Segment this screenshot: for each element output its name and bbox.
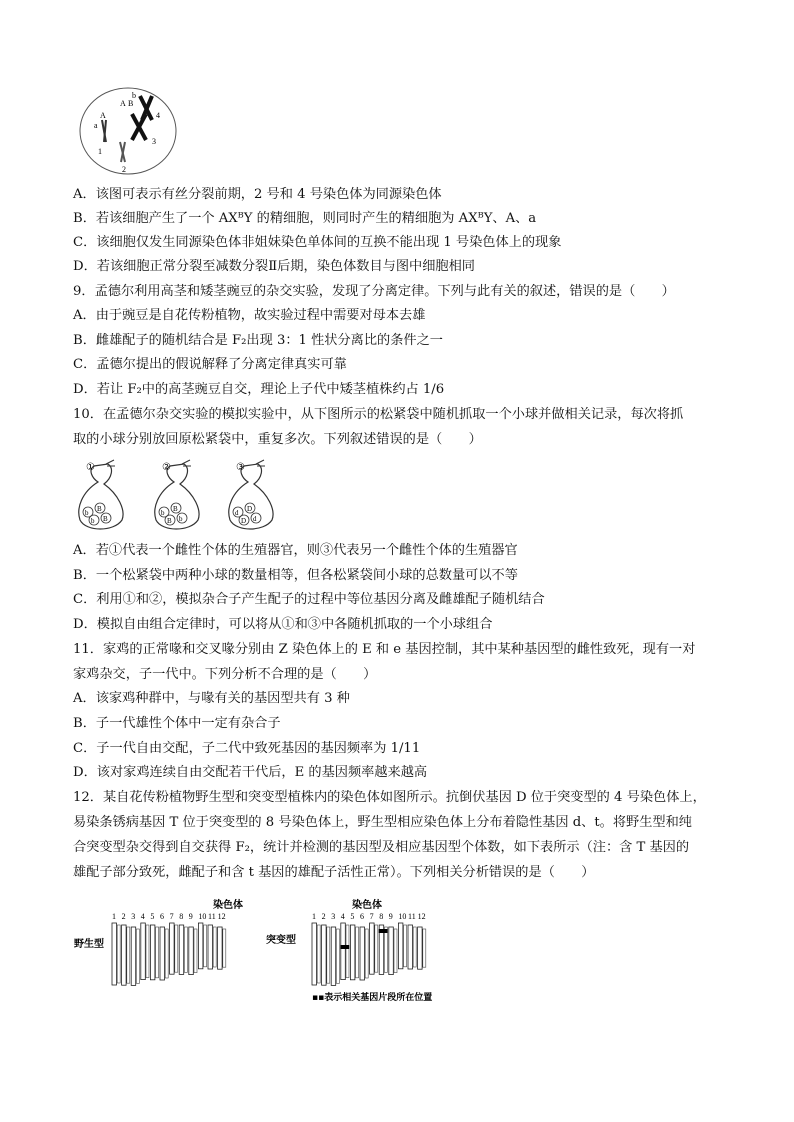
mutant-chromatid-3	[336, 929, 339, 983]
mutant-chromosomes	[312, 912, 426, 985]
mutant-number-1: 1	[312, 912, 316, 921]
label-1: 1	[98, 147, 102, 156]
wild-type-label: 野生型	[74, 939, 104, 950]
q8-option-c: C．该细胞仅发生同源染色体非姐妹染色单体间的互换不能出现 1 号染色体上的现象	[73, 235, 562, 250]
bag-3-ball-4: d	[253, 515, 257, 523]
mutant-number-10: 10	[398, 912, 407, 921]
q10-option-a: A．若①代表一个雌性个体的生殖器官，则③代表另一个雌性个体的生殖器官	[73, 543, 518, 558]
q9-option-b: B．雌雄配子的随机结合是 F₂出现 3：1 性状分离比的条件之一	[73, 333, 443, 348]
wild-chromatid-2	[127, 927, 130, 983]
mutant-chromosome-title: 染色体	[352, 900, 382, 911]
mutant-chromosome-4	[341, 923, 346, 980]
q11-option-d: D．该对家鸡连续自由交配若干代后，E 的基因频率越来越高	[73, 765, 428, 780]
mutant-chromatid-2	[327, 927, 330, 983]
cell-svg	[76, 84, 180, 178]
q10-option-d: D．模拟自由组合定律时，可以将从①和③中各随机抓取的一个小球组合	[73, 617, 493, 632]
wild-number-11: 11	[208, 912, 216, 921]
mutant-chromosome-11	[408, 925, 413, 969]
bag-2-number: ②	[162, 462, 171, 473]
wild-number-6: 6	[160, 912, 164, 921]
gene-position-legend: ▪▪表示相关基因片段所在位置	[312, 993, 433, 1003]
mutant-number-7: 7	[369, 912, 374, 921]
q11-option-a: A．该家鸡种群中，与喙有关的基因型共有 3 种	[73, 691, 350, 706]
wild-chromosome-11	[208, 925, 213, 969]
wild-chromosome-9	[189, 927, 194, 975]
wild-chromosome-8	[179, 925, 184, 974]
wild-chromatid-5	[156, 927, 159, 978]
wild-chromosome-title: 染色体	[213, 900, 243, 911]
mutant-chromosome-6	[360, 927, 365, 980]
bag-2-ball-1: b	[161, 509, 165, 517]
bag-1-ball-2: B	[97, 505, 102, 513]
q10-stem-line2: 取的小球分别放回原松紧袋中，重复多次。下列叙述错误的是（ ）	[73, 432, 482, 447]
mutant-number-5: 5	[350, 912, 355, 921]
q12-stem-line2: 易染条锈病基因 T 位于突变型的 8 号染色体上，野生型相应染色体上分布着隐性基因 d、t。将野生型和纯	[73, 815, 692, 830]
wild-chromatid-12	[223, 929, 226, 967]
label-3: 3	[152, 137, 156, 146]
q12-stem-line1: 12．某自花传粉植物野生型和突变型植株内的染色体如图所示。抗倒伏基因 D 位于突变型的 4 号染色体上，	[73, 790, 706, 805]
wild-number-1: 1	[112, 912, 116, 921]
wild-number-2: 2	[121, 912, 126, 921]
q9-option-d: D．若让 F₂中的高茎豌豆自交，理论上子代中矮茎植株约占 1/6	[73, 382, 445, 397]
wild-chromosome-7	[170, 923, 175, 974]
wild-number-10: 10	[198, 912, 207, 921]
bag-2-ball-4: b	[179, 515, 183, 523]
wild-number-3: 3	[131, 912, 136, 921]
label-b: b	[132, 91, 136, 100]
label-A: A	[120, 99, 126, 108]
wild-number-7: 7	[169, 912, 174, 921]
mutant-chromatid-9	[394, 929, 397, 973]
bag-1-number: ①	[86, 462, 95, 473]
wild-number-4: 4	[140, 912, 145, 921]
wild-chromatid-1	[117, 925, 120, 983]
mutant-number-3: 3	[331, 912, 336, 921]
bag-1-ball-1: b	[85, 509, 89, 517]
q11-option-c: C．子一代自由交配，子二代中致死基因的基因频率为 1/11	[73, 741, 421, 756]
wild-chromosomes	[112, 912, 226, 985]
wild-chromosome-3	[131, 927, 136, 985]
bag-2	[155, 460, 199, 529]
bag-2-ball-2: B	[173, 505, 178, 513]
wild-chromosome-6	[160, 927, 165, 980]
mutant-number-9: 9	[388, 912, 393, 921]
q8-option-d: D．若该细胞正常分裂至减数分裂Ⅱ后期，染色体数目与图中细胞相同	[73, 259, 475, 274]
mutant-chromosome-9	[389, 927, 394, 975]
bags-figure	[74, 458, 284, 534]
bag-1-ball-3: b	[91, 517, 95, 525]
mutant-number-12: 12	[417, 912, 426, 921]
mutant-chromosome-12	[418, 927, 423, 969]
label-A-left: A	[100, 111, 106, 120]
wild-chromatid-7	[175, 925, 178, 972]
wild-chromatid-11	[213, 927, 216, 967]
chromosome-figure	[74, 893, 454, 1005]
mutant-chromatid-6	[365, 929, 368, 978]
wild-chromatid-9	[194, 929, 197, 973]
label-4: 4	[156, 111, 160, 120]
q10-option-c: C．利用①和②，模拟杂合子产生配子的过程中等位基因分离及雌雄配子随机结合	[73, 592, 545, 607]
mutant-number-4: 4	[340, 912, 345, 921]
wild-chromosome-5	[150, 925, 155, 980]
bag-3-ball-1: d	[235, 509, 239, 517]
wild-chromatid-8	[184, 927, 187, 972]
wild-number-12: 12	[217, 912, 226, 921]
mutant-type-label: 突变型	[266, 935, 296, 946]
mutant-gene-mark-4	[340, 945, 349, 949]
q12-stem-line4: 雄配子部分致死，雌配子和含 t 基因的雄配子活性正常）。下列相关分析错误的是（ ）	[73, 865, 595, 880]
wild-chromatid-6	[165, 929, 168, 978]
q9-option-a: A．由于豌豆是自花传粉植物，故实验过程中需要对母本去雄	[73, 308, 426, 323]
q11-option-b: B．子一代雄性个体中一定有杂合子	[73, 716, 281, 731]
bag-3-ball-3: D	[241, 517, 247, 525]
wild-number-8: 8	[179, 912, 184, 921]
label-B: B	[128, 99, 134, 108]
mutant-chromosome-5	[350, 925, 355, 980]
mutant-chromatid-5	[356, 927, 359, 978]
mutant-number-11: 11	[408, 912, 416, 921]
wild-number-5: 5	[150, 912, 155, 921]
q11-stem-line2: 家鸡杂交，子一代中。下列分析不合理的是（ ）	[73, 667, 377, 682]
wild-chromosome-10	[198, 923, 203, 969]
mutant-chromatid-7	[375, 925, 378, 972]
bag-3-ball-2: D	[247, 505, 253, 513]
wild-chromatid-3	[136, 929, 139, 983]
wild-chromosome-2	[122, 925, 127, 985]
q9-option-c: C．孟德尔提出的假说解释了分离定律真实可靠	[73, 357, 347, 372]
mutant-chromosome-1	[312, 923, 317, 985]
mutant-chromatid-8	[384, 927, 387, 972]
mutant-number-8: 8	[379, 912, 384, 921]
bag-1-ball-4: B	[103, 515, 108, 523]
q10-stem-line1: 10．在孟德尔杂交实验的模拟实验中，从下图所示的松紧袋中随机抓取一个小球并做相关记录，每次将抓	[73, 407, 684, 422]
mutant-chromosome-3	[331, 927, 336, 985]
mutant-chromatid-10	[404, 925, 407, 967]
wild-chromosome-12	[218, 927, 223, 969]
q11-stem-line1: 11．家鸡的正常喙和交叉喙分别由 Z 染色体上的 E 和 e 基因控制，其中某种基因型的雌性致死，现有一对	[73, 642, 696, 657]
wild-chromosome-4	[141, 923, 146, 980]
bag-3-number: ③	[236, 462, 245, 473]
cell-division-figure	[76, 84, 180, 178]
mutant-number-2: 2	[321, 912, 326, 921]
mutant-chromosome-7	[370, 923, 375, 974]
mutant-chromatid-11	[413, 927, 416, 967]
q8-option-a: A．该图可表示有丝分裂前期，2 号和 4 号染色体为同源染色体	[73, 187, 442, 202]
q8-option-b: B．若该细胞产生了一个 AXᴮY 的精细胞，则同时产生的精细胞为 AXᴮY、A、a	[73, 211, 537, 226]
wild-chromosome-1	[112, 923, 117, 985]
mutant-chromatid-1	[317, 925, 320, 983]
mutant-gene-mark-8	[379, 929, 388, 933]
label-a: a	[94, 121, 98, 130]
mutant-number-6: 6	[360, 912, 364, 921]
wild-chromatid-10	[204, 925, 207, 967]
wild-chromatid-4	[146, 925, 149, 978]
q12-stem-line3: 合突变型杂交得到自交获得 F₂，统计并检测的基因型及相应基因型个体数，如下表所示（注：含 T 基因的	[73, 840, 690, 855]
wild-number-9: 9	[188, 912, 193, 921]
mutant-chromatid-12	[423, 929, 426, 967]
q9-stem: 9．孟德尔利用高茎和矮茎豌豆的杂交实验，发现了分离定律。下列与此有关的叙述，错误的是（ ）	[73, 284, 675, 299]
mutant-chromatid-4	[346, 925, 349, 978]
mutant-chromosome-10	[398, 923, 403, 969]
bag-1	[79, 460, 123, 529]
bag-3	[229, 460, 273, 529]
bag-2-ball-3: B	[167, 517, 172, 525]
q10-option-b: B．一个松紧袋中两种小球的数量相等，但各松紧袋间小球的总数量可以不等	[73, 568, 518, 583]
label-2: 2	[122, 165, 126, 174]
mutant-chromosome-2	[322, 925, 327, 985]
